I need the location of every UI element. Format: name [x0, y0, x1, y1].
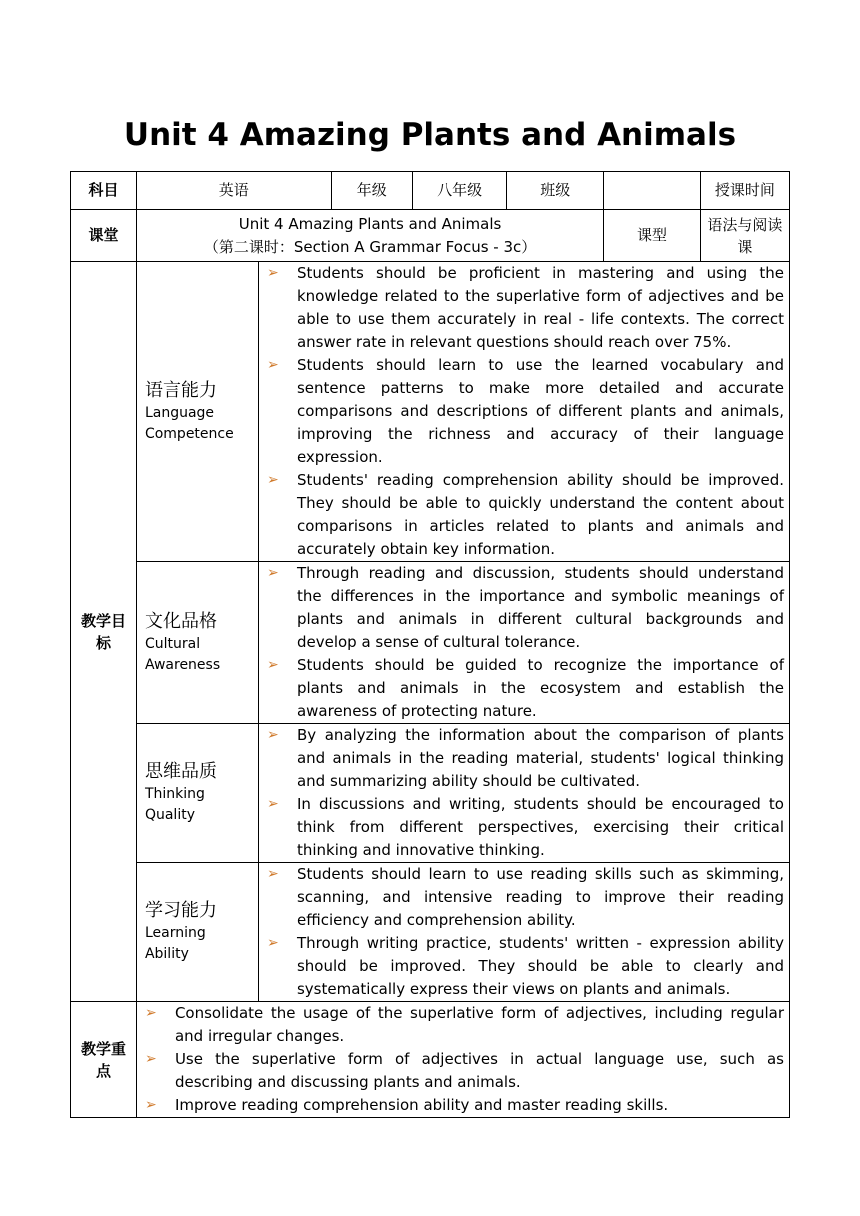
objective-category-zh: 学习能力 — [144, 900, 217, 921]
lesson-type-label: 课型 — [604, 210, 701, 262]
objective-points — [258, 562, 789, 724]
arrow-bullet-icon: ➢ — [144, 1097, 157, 1113]
arrow-bullet-icon: ➢ — [266, 565, 279, 581]
objective-category-en: Cultural Awareness — [144, 635, 221, 673]
lesson-title: Unit 4 Amazing Plants and Animals — [238, 214, 502, 233]
arrow-bullet-icon: ➢ — [266, 265, 279, 281]
objective-category-zh: 思维品质 — [144, 761, 217, 782]
objective-points-list — [259, 863, 784, 1001]
arrow-bullet-icon: ➢ — [266, 866, 279, 882]
objectives-label-text: 教学目标 — [80, 611, 126, 652]
arrow-bullet-icon: ➢ — [144, 1005, 157, 1021]
arrow-bullet-icon: ➢ — [266, 935, 279, 951]
key-point: ➢ Improve reading comprehension ability and master reading skills. — [137, 1094, 784, 1117]
time-cell — [700, 172, 789, 210]
key-points-label-text: 教学重点 — [80, 1039, 126, 1080]
objective-category-zh: 语言能力 — [144, 379, 217, 401]
objective-row-1 — [71, 262, 790, 562]
objective-category — [136, 863, 258, 1002]
key-points — [136, 1002, 789, 1118]
key-points-list — [137, 1002, 784, 1117]
key-points-row — [71, 1002, 790, 1118]
grade-value: 八年级 — [412, 172, 507, 210]
lesson-subtitle: （第二课时：Section A Grammar Focus - 3c） — [203, 237, 537, 256]
objective-category-zh: 文化品格 — [144, 610, 217, 632]
class-value — [604, 172, 701, 210]
objective-category-en: Thinking Quality — [144, 786, 205, 823]
arrow-bullet-icon: ➢ — [266, 657, 279, 673]
objective-point: ➢ Students should be guided to recognize the importance of plants and animals in the ecosystem and establish the awareness of protecting nature. — [266, 656, 784, 720]
header-row — [71, 172, 790, 210]
objective-point: ➢ In discussions and writing, students should be encouraged to think from different perspectives, exercising their critical thinking and innovative thinking. — [266, 795, 784, 859]
arrow-bullet-icon: ➢ — [266, 796, 279, 812]
subject-value: 英语 — [136, 172, 331, 210]
arrow-bullet-icon: ➢ — [266, 357, 279, 373]
objective-points — [258, 863, 789, 1002]
key-point: ➢ Consolidate the usage of the superlative form of adjectives, including regular and irregular changes. — [144, 1004, 784, 1045]
objective-row-2 — [71, 562, 790, 724]
objective-row-3 — [71, 724, 790, 863]
arrow-bullet-icon: ➢ — [266, 472, 279, 488]
lesson-type-value: 语法与阅读课 — [700, 210, 789, 262]
objective-point: ➢ Students should learn to use the learned vocabulary and sentence patterns to make more detailed and accurate comparisons and descriptions of different plants and animals, improving the richness and accuracy of their language expression. — [266, 356, 784, 466]
arrow-bullet-icon: ➢ — [266, 727, 279, 743]
key-point: ➢ Use the superlative form of adjectives in actual language use, such as describing and discussing plants and animals. — [144, 1050, 784, 1091]
objective-point: ➢ Students should learn to use reading skills such as skimming, scanning, and intensive reading to improve their reading efficiency and comprehension ability. — [266, 865, 784, 929]
objective-point: ➢ Students' reading comprehension ability should be improved. They should be able to quickly understand the content about comparisons in articles related to plants and animals and accurately obtain key information. — [266, 471, 784, 558]
objective-points — [258, 724, 789, 863]
lesson-row — [71, 210, 790, 262]
objective-point: ➢ Through reading and discussion, students should understand the differences in the importance and symbolic meanings of plants and animals in different cultural backgrounds and develop a sense of cultural tolerance. — [266, 564, 784, 651]
objectives-label — [71, 262, 137, 1002]
objective-points-list — [259, 262, 784, 561]
objective-point: ➢ By analyzing the information about the comparison of plants and animals in the reading material, students' logical thinking and summarizing ability should be cultivated. — [266, 726, 784, 790]
subject-label: 科目 — [71, 172, 137, 210]
objective-points — [258, 262, 789, 562]
objective-points-list — [259, 562, 784, 723]
time-label: 授课时间 — [714, 181, 775, 199]
objective-point: ➢ Through writing practice, students' written - expression ability should be improved. They should be able to clearly and systematically express their views on plants and animals. — [266, 934, 784, 998]
objective-row-4 — [71, 863, 790, 1002]
objective-category — [136, 262, 258, 562]
objective-category-en: Language Competence — [144, 404, 234, 442]
document-title: Unit 4 Amazing Plants and Animals — [123, 117, 737, 153]
arrow-bullet-icon: ➢ — [144, 1051, 157, 1067]
objective-points-list — [259, 724, 784, 862]
lesson-plan-table — [70, 171, 790, 1118]
lesson-label: 课堂 — [71, 210, 137, 262]
objective-category-en: Learning Ability — [144, 925, 206, 962]
objective-point: ➢ Students should be proficient in mastering and using the knowledge related to the superlative form of adjectives and be able to use them accurately in real - life contexts. The correct answer rate in relevant questions should reach over 75%. — [266, 264, 784, 351]
class-label: 班级 — [507, 172, 604, 210]
lesson-title-cell — [136, 210, 603, 262]
grade-label: 年级 — [331, 172, 412, 210]
objective-category — [136, 724, 258, 863]
key-points-label — [71, 1002, 137, 1118]
objective-category — [136, 562, 258, 724]
